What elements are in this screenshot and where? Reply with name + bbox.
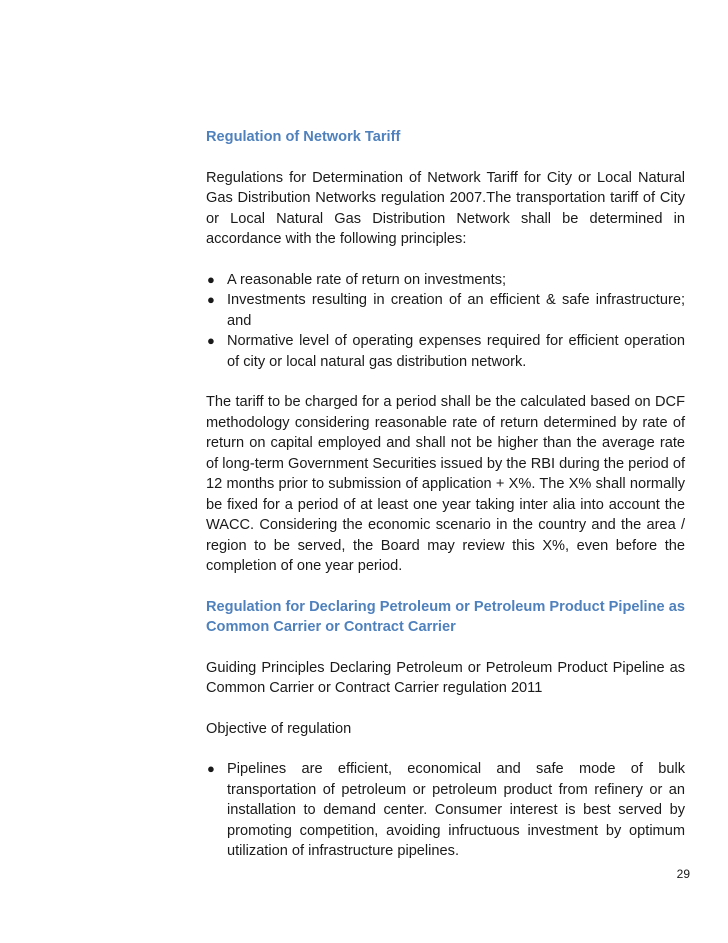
- spacer: [206, 250, 685, 270]
- list-item: [206, 759, 685, 862]
- list-item: [206, 270, 685, 291]
- bullet-icon: ●: [207, 333, 215, 348]
- bullet-icon: ●: [207, 271, 215, 287]
- top-margin: [206, 0, 685, 127]
- bullet-list-objectives: [206, 759, 685, 862]
- bullet-icon: ●: [207, 761, 215, 776]
- document-page: [206, 0, 685, 862]
- spacer: [206, 372, 685, 392]
- bullet-icon: ●: [207, 292, 215, 307]
- list-item: [206, 290, 685, 331]
- spacer: [206, 699, 685, 719]
- list-item-text: A reasonable rate of return on investments;: [227, 271, 507, 288]
- section-heading-network-tariff: Regulation of Network Tariff: [206, 129, 401, 145]
- spacer: [206, 638, 685, 658]
- list-item-text: Normative level of operating expenses required for efficient operation of city or local natural gas distribution network.: [227, 333, 685, 370]
- spacer: [206, 577, 685, 597]
- list-item: [206, 331, 685, 372]
- section-heading-common-carrier: Regulation for Declaring Petroleum or Petroleum Product Pipeline as Common Carrier or Contract Carrier: [206, 598, 685, 635]
- paragraph-tariff-body: The tariff to be charged for a period shall be the calculated based on DCF methodology considering reasonable rate of return determined by rate of return on capital employed and shall not be higher than the average rate of long-term Government Securities issued by the RBI during the period of 12 months prior to submission of application + X%. The X% shall normally be fixed for a period of at least one year taking inter alia into account the WACC. Considering the economic scenario in the country and the area / region to be served, the Board may review this X%, even before the completion of one year period.: [206, 394, 685, 574]
- objective-label: Objective of regulation: [206, 720, 352, 737]
- list-item-text: Pipelines are efficient, economical and safe mode of bulk transportation of petroleum or petroleum product from refinery or an installation to demand center. Consumer interest is best served by promoting competition, avoiding infructuous investment by optimum utilization of infrastructure pipelines.: [227, 761, 685, 859]
- list-item-text: Investments resulting in creation of an efficient & safe infrastructure; and: [227, 292, 685, 329]
- paragraph-guiding-principles: Guiding Principles Declaring Petroleum or Petroleum Product Pipeline as Common Carrier or Contract Carrier regulation 2011: [206, 659, 685, 696]
- bullet-list-principles: [206, 270, 685, 373]
- spacer: [206, 739, 685, 759]
- page-number: 29: [676, 867, 690, 881]
- spacer: [206, 148, 685, 168]
- paragraph-network-tariff-intro: Regulations for Determination of Network Tariff for City or Local Natural Gas Distribution Networks regulation 2007.The transportation tariff of City or Local Natural Gas Distribution Network shall be determined in accordance with the following principles:: [206, 169, 685, 247]
